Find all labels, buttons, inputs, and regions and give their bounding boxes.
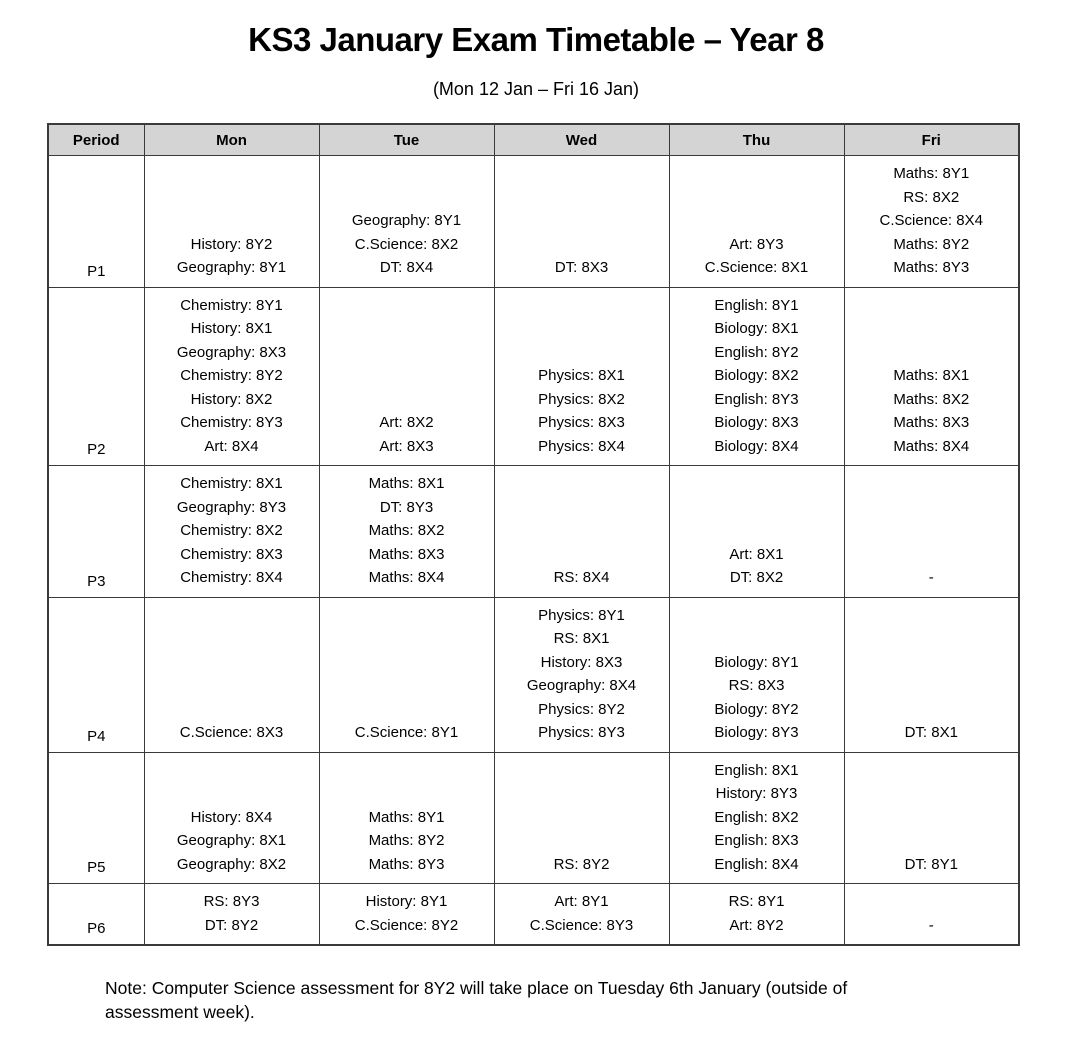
period-label: P1 bbox=[48, 156, 144, 288]
exam-cell bbox=[494, 156, 669, 288]
exam-entry: Physics: 8Y1 bbox=[538, 606, 625, 624]
exam-entry: Art: 8X4 bbox=[204, 437, 259, 455]
exam-entry: DT: 8X2 bbox=[729, 569, 784, 586]
exam-entry: English: 8X1 bbox=[714, 761, 799, 779]
timetable-row-p6 bbox=[48, 884, 1019, 946]
exam-entry: DT: 8X1 bbox=[904, 724, 958, 741]
exam-entry: Art: 8Y1 bbox=[554, 893, 609, 910]
period-label: P6 bbox=[48, 884, 144, 946]
exam-entry: History: 8Y2 bbox=[190, 235, 273, 253]
exam-cell bbox=[844, 156, 1019, 288]
exam-cell bbox=[319, 287, 494, 466]
exam-cell bbox=[669, 884, 844, 946]
exam-cell bbox=[844, 752, 1019, 884]
exam-cell bbox=[844, 884, 1019, 946]
exam-cell bbox=[144, 466, 319, 598]
exam-cell bbox=[144, 884, 319, 946]
exam-entry: RS: 8X3 bbox=[728, 677, 785, 694]
exam-entry: Biology: 8Y2 bbox=[714, 700, 799, 718]
exam-entry: - bbox=[928, 916, 934, 934]
exam-cell bbox=[844, 287, 1019, 466]
exam-entry: Chemistry: 8X1 bbox=[180, 475, 283, 492]
column-header-wed: Wed bbox=[494, 124, 669, 156]
column-header-tue: Tue bbox=[319, 124, 494, 156]
exam-entry: Biology: 8Y3 bbox=[714, 724, 799, 741]
exam-entry: Maths: 8Y1 bbox=[368, 808, 445, 826]
exam-entry: Art: 8Y2 bbox=[729, 916, 784, 934]
exam-entry: Biology: 8Y1 bbox=[714, 653, 799, 671]
exam-entry: Maths: 8Y2 bbox=[368, 832, 445, 849]
exam-entry: English: 8X2 bbox=[714, 808, 799, 826]
exam-entry: Maths: 8X1 bbox=[368, 475, 445, 492]
exam-entry: Chemistry: 8X4 bbox=[180, 569, 283, 586]
exam-entry: History: 8Y3 bbox=[715, 785, 798, 802]
exam-entry: Physics: 8X3 bbox=[538, 414, 625, 431]
exam-entry: Chemistry: 8X3 bbox=[180, 545, 283, 563]
exam-entry: C.Science: 8X4 bbox=[879, 212, 983, 229]
exam-cell bbox=[669, 752, 844, 884]
exam-entry: Maths: 8X2 bbox=[893, 390, 970, 408]
exam-entry: Geography: 8Y3 bbox=[176, 498, 287, 516]
exam-entry: Maths: 8Y2 bbox=[893, 235, 970, 253]
exam-cell bbox=[669, 156, 844, 288]
exam-entry: English: 8Y1 bbox=[714, 296, 799, 314]
exam-cell bbox=[319, 597, 494, 752]
exam-cell bbox=[494, 884, 669, 946]
period-label: P2 bbox=[48, 287, 144, 466]
exam-entry: Chemistry: 8Y1 bbox=[180, 296, 283, 314]
exam-timetable bbox=[47, 123, 1020, 946]
exam-entry: English: 8X3 bbox=[714, 832, 799, 849]
column-header-mon: Mon bbox=[144, 124, 319, 156]
timetable-row-p5 bbox=[48, 752, 1019, 884]
exam-entry: RS: 8X2 bbox=[903, 188, 960, 206]
exam-entry: C.Science: 8X3 bbox=[179, 724, 284, 741]
column-header-period: Period bbox=[48, 124, 144, 156]
timetable-row-p3 bbox=[48, 466, 1019, 598]
exam-entry: History: 8X4 bbox=[190, 808, 273, 826]
exam-entry: Art: 8X3 bbox=[379, 437, 434, 455]
exam-entry: - bbox=[928, 569, 934, 586]
exam-entry: Physics: 8X1 bbox=[538, 367, 625, 384]
exam-entry: C.Science: 8X1 bbox=[704, 259, 809, 276]
exam-cell bbox=[844, 597, 1019, 752]
exam-cell bbox=[319, 752, 494, 884]
exam-entry: History: 8X3 bbox=[540, 653, 623, 671]
exam-entry: History: 8X1 bbox=[190, 320, 273, 337]
exam-entry: Biology: 8X1 bbox=[714, 320, 799, 337]
exam-cell bbox=[319, 884, 494, 946]
exam-cell bbox=[844, 466, 1019, 598]
exam-entry: RS: 8X4 bbox=[553, 569, 610, 586]
exam-entry: Geography: 8Y1 bbox=[176, 259, 287, 276]
exam-entry: DT: 8Y1 bbox=[904, 855, 958, 873]
exam-entry: Physics: 8X4 bbox=[538, 437, 625, 455]
exam-entry: Maths: 8X3 bbox=[368, 545, 445, 563]
exam-entry: RS: 8Y1 bbox=[728, 893, 785, 910]
timetable-row-p4 bbox=[48, 597, 1019, 752]
exam-entry: History: 8X2 bbox=[190, 390, 273, 408]
exam-cell bbox=[144, 597, 319, 752]
exam-entry: English: 8Y2 bbox=[714, 343, 799, 361]
exam-entry: Art: 8X2 bbox=[379, 414, 434, 431]
exam-entry: Maths: 8Y3 bbox=[368, 855, 445, 873]
exam-entry: History: 8Y1 bbox=[365, 893, 448, 910]
exam-entry: Maths: 8X2 bbox=[368, 522, 445, 539]
period-label: P5 bbox=[48, 752, 144, 884]
column-header-thu: Thu bbox=[669, 124, 844, 156]
exam-entry: Maths: 8X1 bbox=[893, 367, 970, 384]
exam-entry: C.Science: 8Y1 bbox=[354, 724, 459, 741]
timetable-row-p2 bbox=[48, 287, 1019, 466]
footnote: Note: Computer Science assessment for 8Y2 will take place on Tuesday 6th January (outside of assessment week). bbox=[105, 978, 848, 1022]
page-subtitle: (Mon 12 Jan – Fri 16 Jan) bbox=[432, 79, 640, 99]
exam-cell bbox=[144, 287, 319, 466]
exam-entry: English: 8Y3 bbox=[714, 390, 799, 408]
exam-cell bbox=[319, 466, 494, 598]
exam-entry: Biology: 8X3 bbox=[714, 414, 799, 431]
exam-cell bbox=[669, 597, 844, 752]
exam-cell bbox=[494, 466, 669, 598]
exam-cell bbox=[144, 752, 319, 884]
timetable-body bbox=[48, 156, 1019, 946]
period-label: P4 bbox=[48, 597, 144, 752]
exam-entry: Physics: 8Y3 bbox=[538, 724, 625, 741]
exam-entry: Maths: 8X4 bbox=[368, 569, 445, 586]
exam-cell bbox=[669, 287, 844, 466]
exam-entry: Physics: 8X2 bbox=[538, 390, 625, 408]
header-row bbox=[48, 124, 1019, 156]
exam-entry: RS: 8Y2 bbox=[553, 855, 610, 873]
exam-entry: DT: 8Y3 bbox=[379, 498, 434, 516]
exam-entry: RS: 8X1 bbox=[553, 630, 610, 647]
exam-cell bbox=[144, 156, 319, 288]
exam-entry: Physics: 8Y2 bbox=[538, 700, 625, 718]
exam-entry: C.Science: 8X2 bbox=[354, 235, 459, 253]
exam-entry: Art: 8Y3 bbox=[729, 235, 784, 253]
exam-entry: Maths: 8X3 bbox=[893, 414, 970, 431]
exam-entry: Maths: 8X4 bbox=[893, 437, 970, 455]
exam-entry: Geography: 8X1 bbox=[176, 832, 287, 849]
exam-entry: Maths: 8Y3 bbox=[893, 259, 970, 276]
exam-entry: Biology: 8X2 bbox=[714, 367, 799, 384]
exam-entry: Chemistry: 8X2 bbox=[180, 522, 283, 539]
exam-cell bbox=[494, 597, 669, 752]
exam-entry: C.Science: 8Y2 bbox=[354, 916, 459, 934]
timetable-row-p1 bbox=[48, 156, 1019, 288]
exam-entry: Chemistry: 8Y2 bbox=[180, 367, 283, 384]
exam-entry: Maths: 8Y1 bbox=[893, 165, 970, 182]
exam-entry: RS: 8Y3 bbox=[203, 893, 260, 910]
exam-entry: Geography: 8Y1 bbox=[351, 212, 462, 229]
exam-cell bbox=[319, 156, 494, 288]
exam-entry: Geography: 8X3 bbox=[176, 343, 287, 361]
exam-entry: DT: 8X3 bbox=[554, 259, 609, 276]
exam-entry: Geography: 8X2 bbox=[176, 855, 287, 873]
period-label: P3 bbox=[48, 466, 144, 598]
exam-entry: Geography: 8X4 bbox=[526, 677, 637, 694]
column-header-fri: Fri bbox=[844, 124, 1019, 156]
exam-entry: English: 8X4 bbox=[714, 855, 799, 873]
page-title: KS3 January Exam Timetable – Year 8 bbox=[248, 21, 824, 58]
exam-entry: DT: 8Y2 bbox=[204, 916, 259, 934]
exam-cell bbox=[494, 287, 669, 466]
exam-cell bbox=[669, 466, 844, 598]
exam-entry: C.Science: 8Y3 bbox=[529, 916, 634, 934]
exam-entry: Biology: 8X4 bbox=[714, 437, 799, 455]
exam-cell bbox=[494, 752, 669, 884]
exam-entry: Art: 8X1 bbox=[729, 545, 784, 563]
exam-entry: DT: 8X4 bbox=[379, 259, 434, 276]
exam-entry: Chemistry: 8Y3 bbox=[180, 414, 283, 431]
